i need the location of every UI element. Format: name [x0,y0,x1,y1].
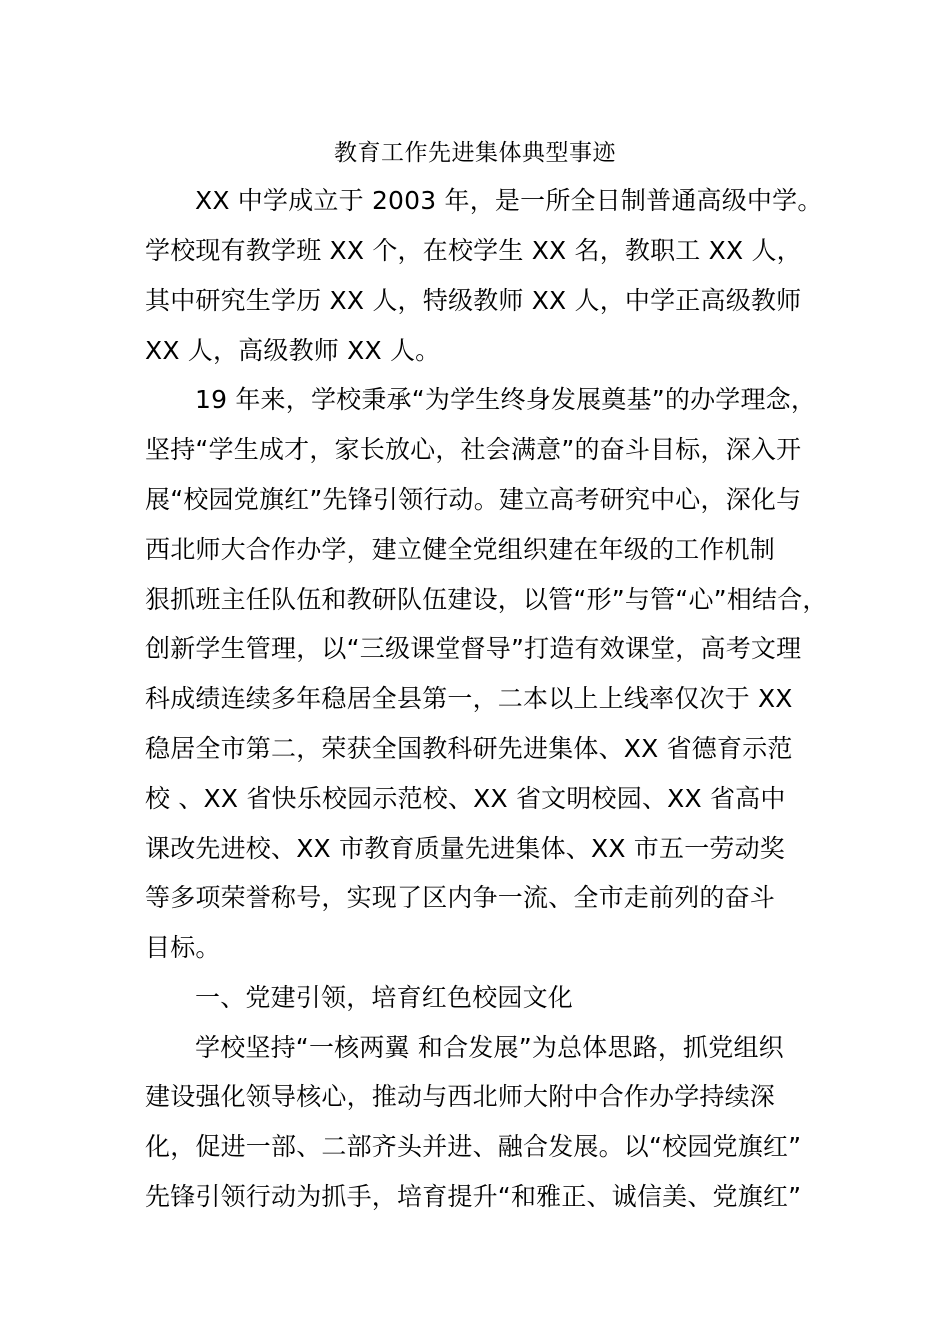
paragraph-line: 先锋引领行动为抓手，培育提升“和雅正、诚信美、党旗红” [145,1182,802,1211]
paragraph-line: 学校现有教学班 XX 个，在校学生 XX 名，教职工 XX 人， [145,236,802,265]
paragraph-line: 学校坚持“一核两翼 和合发展”为总体思路，抓党组织 [195,1033,784,1062]
section-heading: 一、党建引领，培育红色校园文化 [195,983,574,1012]
paragraph-line: 19 年来，学校秉承“为学生终身发展奠基”的办学理念， [195,385,817,414]
paragraph-line: 目标。 [145,933,221,962]
paragraph-line: 课改先进校、XX 市教育质量先进集体、XX 市五一劳动奖 [145,834,786,863]
paragraph-line: 科成绩连续多年稳居全县第一，二本以上上线率仅次于 XX [145,684,793,713]
paragraph-line: 展“校园党旗红”先锋引领行动。建立高考研究中心，深化与 [145,485,802,514]
paragraph-line: 校 、XX 省快乐校园示范校、XX 省文明校园、XX 省高中 [145,784,786,813]
document-title: 教育工作先进集体典型事迹 [334,140,616,166]
paragraph-line: 建设强化领导核心，推动与西北师大附中合作办学持续深 [145,1082,776,1111]
paragraph-line: XX 中学成立于 2003 年，是一所全日制普通高级中学。 [195,186,823,215]
paragraph-line: 创新学生管理，以“三级课堂督导”打造有效课堂，高考文理 [145,634,802,663]
paragraph-line: 其中研究生学历 XX 人，特级教师 XX 人，中学正高级教师 [145,286,802,315]
paragraph-line: 狠抓班主任队伍和教研队伍建设，以管“形”与管“心”相结合， [145,585,828,614]
paragraph-line: 西北师大合作办学，建立健全党组织建在年级的工作机制 [145,535,776,564]
paragraph-line: 化，促进一部、二部齐头并进、融合发展。以“校园党旗红” [145,1132,802,1161]
paragraph-line: 稳居全市第二，荣获全国教科研先进集体、XX 省德育示范 [145,734,793,763]
paragraph-line: XX 人，高级教师 XX 人。 [145,336,441,365]
paragraph-line: 坚持“学生成才，家长放心，社会满意”的奋斗目标，深入开 [145,435,802,464]
paragraph-line: 等多项荣誉称号，实现了区内争一流、全市走前列的奋斗 [145,883,776,912]
